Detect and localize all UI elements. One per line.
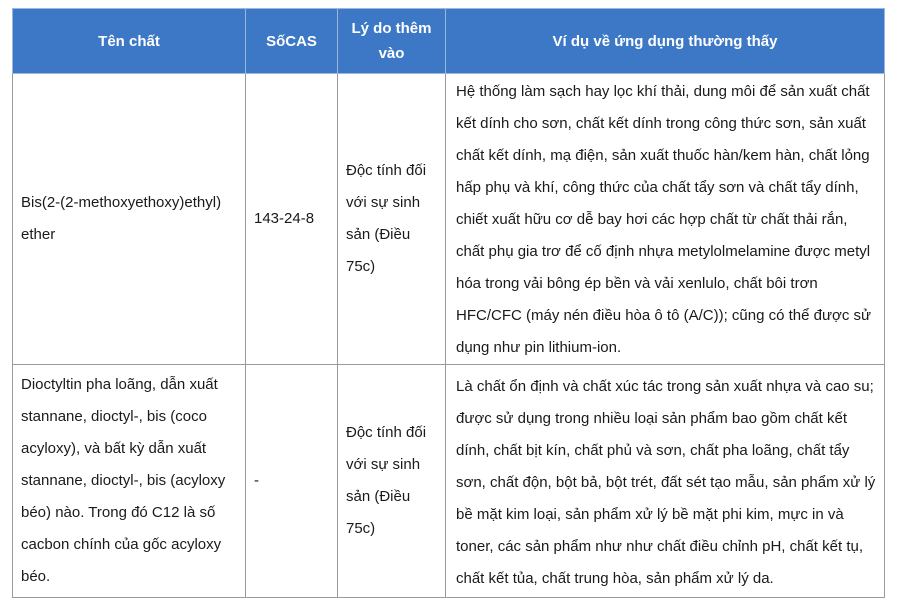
- table-row: [13, 74, 885, 365]
- header-substance-name: Tên chất: [13, 9, 246, 74]
- substance-name-cell: Dioctyltin pha loãng, dẫn xuất stannane, dioctyl-, bis (coco acyloxy), và bất kỳ dẫn xuất stannane, dioctyl-, bis (acyloxy béo) nào. Trong đó C12 là số cacbon chính của gốc acyloxy béo.: [13, 365, 246, 598]
- common-uses-cell: Là chất ổn định và chất xúc tác trong sản xuất nhựa và cao su; được sử dụng trong nhiều loại sản phẩm bao gồm chất kết dính, chất bịt kín, chất phủ và sơn, chất pha loãng, chất tẩy sơn, chất độn, bột bả, bột trét, đất sét tạo mẫu, sản phẩm xử lý bề mặt kim loại, sản phẩm xử lý bề mặt phi kim, mực in và toner, các sản phẩm như như chất điều chỉnh pH, chất kết tụ, chất kết tủa, chất trung hòa, sản phẩm xử lý da.: [446, 365, 885, 598]
- substance-table: [12, 8, 885, 598]
- cas-number-cell: -: [246, 365, 338, 598]
- cas-number-cell: 143-24-8: [246, 74, 338, 365]
- reason-cell: Độc tính đối với sự sinh sản (Điều 75c): [338, 365, 446, 598]
- substance-name-cell: Bis(2-(2-methoxyethoxy)ethyl) ether: [13, 74, 246, 365]
- reason-cell: Độc tính đối với sự sinh sản (Điều 75c): [338, 74, 446, 365]
- header-cas-number: SốCAS: [246, 9, 338, 74]
- header-reason: Lý do thêm vào: [338, 9, 446, 74]
- table-row: [13, 365, 885, 598]
- header-row: [13, 9, 885, 74]
- common-uses-cell: Hệ thống làm sạch hay lọc khí thải, dung môi để sản xuất chất kết dính cho sơn, chất kết dính trong công thức sơn, sản xuất chất kết dính, mạ điện, sản xuất thuốc hàn/kem hàn, chất lỏng hấp phụ và khí, công thức của chất tẩy sơn và chất tẩy dính, chiết xuất hữu cơ dễ bay hơi các hợp chất từ chất thải rắn, chất phụ gia trơ để cố định nhựa metylolmelamine được metyl hóa trong vải bông ép bền và vải xenlulo, chất bôi trơn HFC/CFC (máy nén điều hòa ô tô (A/C)); cũng có thể được sử dụng như pin lithium-ion.: [446, 74, 885, 365]
- header-common-uses: Ví dụ về ứng dụng thường thấy: [446, 9, 885, 74]
